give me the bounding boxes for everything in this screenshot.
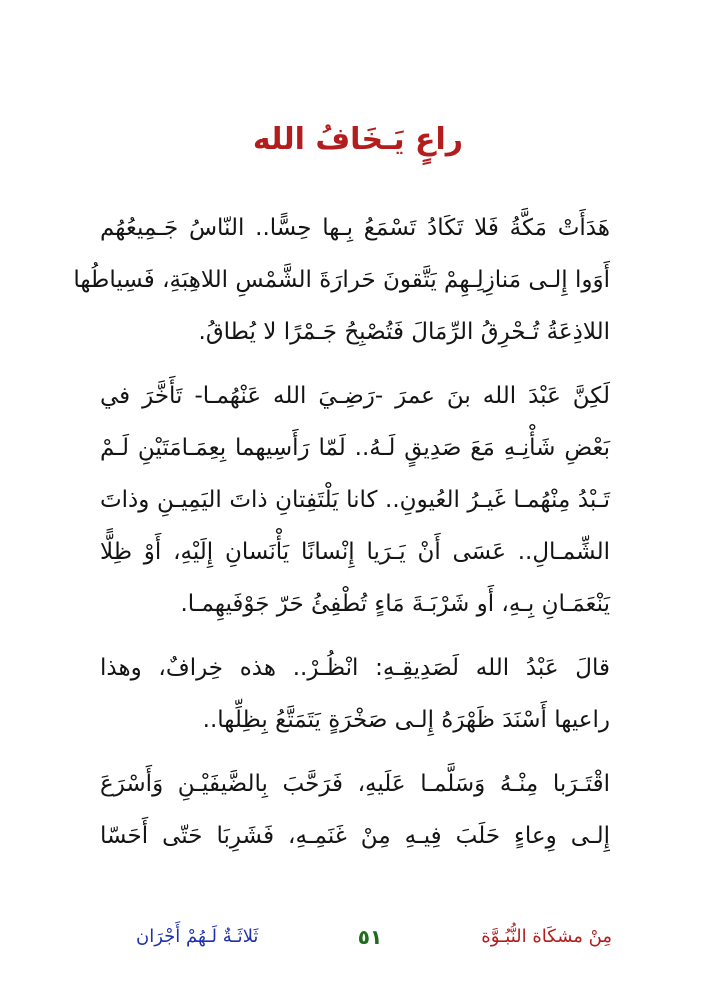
footer-chapter-title: ثَلاثَـةٌ لَـهُمْ أَجْرَان xyxy=(136,926,259,947)
text-line: اللاذِعَةُ تُـحْرِقُ الرِّمَالَ فَتُصْبِحُ جَـمْرًا لا يُطاقُ. xyxy=(198,319,610,345)
footer-book-title: مِنْ مشكَاة النُّبُـوَّة xyxy=(481,926,612,947)
text-line: قالَ عَبْدُ الله لَصَدِيقِـهِ: انْظُـرْ.. هذه خِرافٌ، وهذا xyxy=(100,655,610,681)
text-line: الشِّمـالِ.. عَسَى أَنْ يَـرَيا إِنْسانًا يَأْنَسانِ إِلَيْهِ، أَوْ ظِلًّا xyxy=(100,539,610,565)
text-line: إِلـى وِعاءٍ حَلَبَ فِيـهِ مِنْ غَنَمِـهِ، فَشَرِبَا حَتّى أَحَسّا xyxy=(100,823,610,849)
chapter-heading: راعٍ يَـخَافُ الله xyxy=(252,122,464,157)
text-line: تَـبْدُ مِنْهُمـا غَيـرُ العُيونِ.. كانا يَلْتَفِتانِ ذاتَ اليَمِيـنِ وذاتَ xyxy=(100,487,610,513)
text-line: لَكِنَّ عَبْدَ الله بنَ عمرَ -رَضِـيَ الله عَنْهُمـا- تَأَخَّرَ في xyxy=(100,383,610,409)
text-line: اقْتَـرَبا مِنْـهُ وَسَلَّمـا عَلَيهِ، فَرَحَّبَ بِالضَّيفَيْـنِ وَأَسْرَعَ xyxy=(100,771,610,797)
text-line: يَنْعَمَـانِ بِـهِ، أَو شَرْبَـةَ مَاءٍ تُطْفِئُ حَرّ جَوْفَيهِمـا. xyxy=(180,591,610,617)
text-line: هَدَأَتْ مَكَّةُ فَلا تَكَادُ تَسْمَعُ بِـها حِسًّا.. النّاسُ جَـمِيعُهُم xyxy=(100,215,610,241)
text-line: أَوَوا إِلـى مَنازِلِـهِمْ يَتَّقونَ حَرارَةَ الشَّمْسِ اللاهِبَةِ، فَسِياطُها xyxy=(73,267,610,293)
text-line: بَعْضِ شَأْنِـهِ مَعَ صَدِيقٍ لَـهُ.. لَمّا رَأَسِيهما بِعِمَـامَتَيْنِ لَـمْ xyxy=(100,435,610,461)
page-number: ٥١ xyxy=(357,925,383,949)
text-line: راعيها أَسْنَدَ ظَهْرَهُ إِلـى صَخْرَةٍ يَتَمَتَّعُ بِظِلِّها.. xyxy=(202,707,610,733)
